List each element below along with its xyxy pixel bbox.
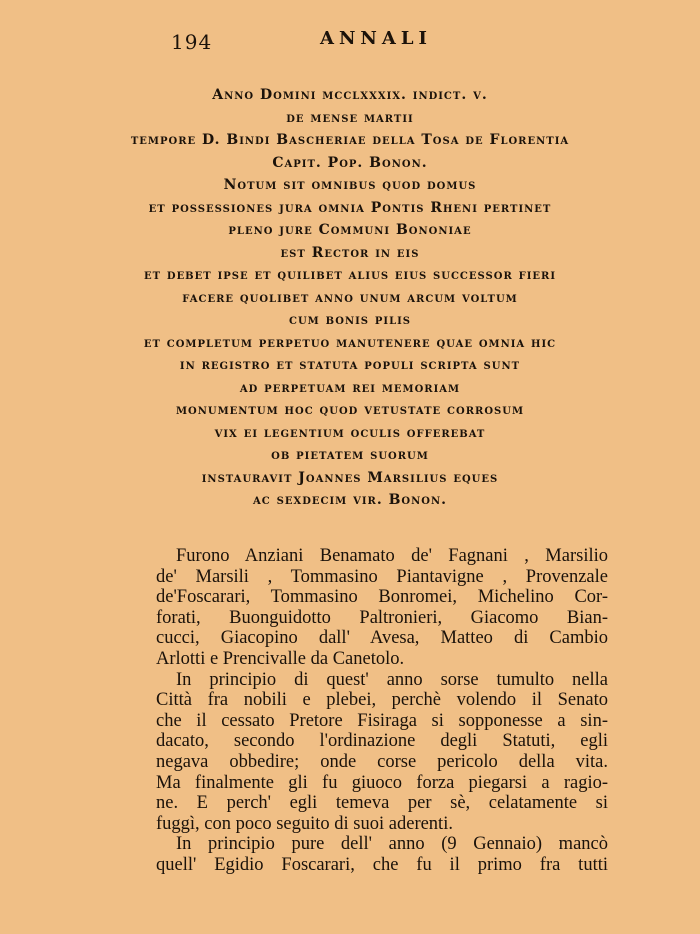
inscription-line: Notum sit omnibus quod domus (223, 177, 477, 193)
text-line: de' Marsili , Tommasino Piantavigne , Provenzale (156, 566, 608, 587)
running-title: ANNALI (320, 28, 432, 49)
inscription-line: vix ei legentium oculis offerebat (214, 424, 486, 441)
page-number: 194 (171, 30, 213, 54)
inscription-line: cum bonis pilis (288, 312, 411, 328)
text-line: Furono Anziani Benamato de' Fagnani , Marsilio (176, 546, 608, 566)
inscription-line: ac sexdecim vir. Bonon. (253, 492, 447, 508)
inscription-line: et completum perpetuo manutenere quae omnia hic (143, 334, 557, 351)
text-line: negava obbedire; onde corse pericolo della vita. (156, 751, 608, 772)
inscription-line: facere quolibet anno unum arcum voltum (182, 289, 518, 306)
inscription-line: de mense martii (286, 109, 414, 126)
text-line: Città fra nobili e plebei, perchè volendo il Senato (156, 690, 608, 711)
inscription-line: in registro et statuta populi scripta sunt (179, 357, 521, 373)
inscription-line: ob pietatem suorum (271, 447, 429, 463)
inscription-line: est Rector in eis (280, 244, 420, 261)
inscription-line: ad perpetuam rei memoriam (239, 379, 461, 396)
text-line: de'Foscarari, Tommasino Bonromei, Michelino Cor- (156, 587, 608, 608)
text-line: In principio di quest' anno sorse tumulto nella (176, 669, 608, 690)
inscription-line: Anno Domini mcclxxxix. indict. v. (212, 87, 488, 103)
text-line: dacato, secondo l'ordinazione degli Statuti, egli (156, 731, 608, 752)
text-line: ne. E perch' egli temeva per sè, celatamente si (156, 793, 608, 814)
text-line: fuggì, con poco seguito di suoi aderenti. (156, 813, 453, 834)
inscription-line: instauravit Joannes Marsilius eques (201, 469, 499, 486)
inscription-line: monumentum hoc quod vetustate corrosum (175, 402, 525, 418)
text-line: Ma finalmente gli fu giuoco forza piegarsi a ragio- (156, 772, 608, 793)
inscription-line: et debet ipse et quilibet alius eius successor fieri (143, 267, 557, 283)
text-line: In principio pure dell' anno (9 Gennaio) mancò (176, 834, 608, 855)
inscription-line: et possessiones jura omnia Pontis Rheni pertinet (148, 199, 552, 216)
text-line: cucci, Giacopino dall' Avesa, Matteo di Cambio (156, 628, 608, 649)
text-line: Arlotti e Prencivalle da Canetolo. (156, 648, 405, 669)
inscription-line: Capit. Pop. Bonon. (272, 154, 428, 171)
text-line: che il cessato Pretore Fisiraga si sopponesse a sin- (156, 710, 608, 731)
inscription-line: pleno jure Communi Bononiae (228, 222, 472, 238)
body-text (156, 546, 608, 876)
text-line: quell' Egidio Foscarari, che fu il primo fra tutti (156, 854, 608, 875)
inscription-line: tempore D. Bindi Bascheriae della Tosa de Florentia (130, 132, 570, 148)
page-header (0, 26, 700, 56)
text-line: forati, Buonguidotto Paltronieri, Giacomo Bian- (156, 607, 608, 628)
latin-inscription (0, 84, 700, 512)
